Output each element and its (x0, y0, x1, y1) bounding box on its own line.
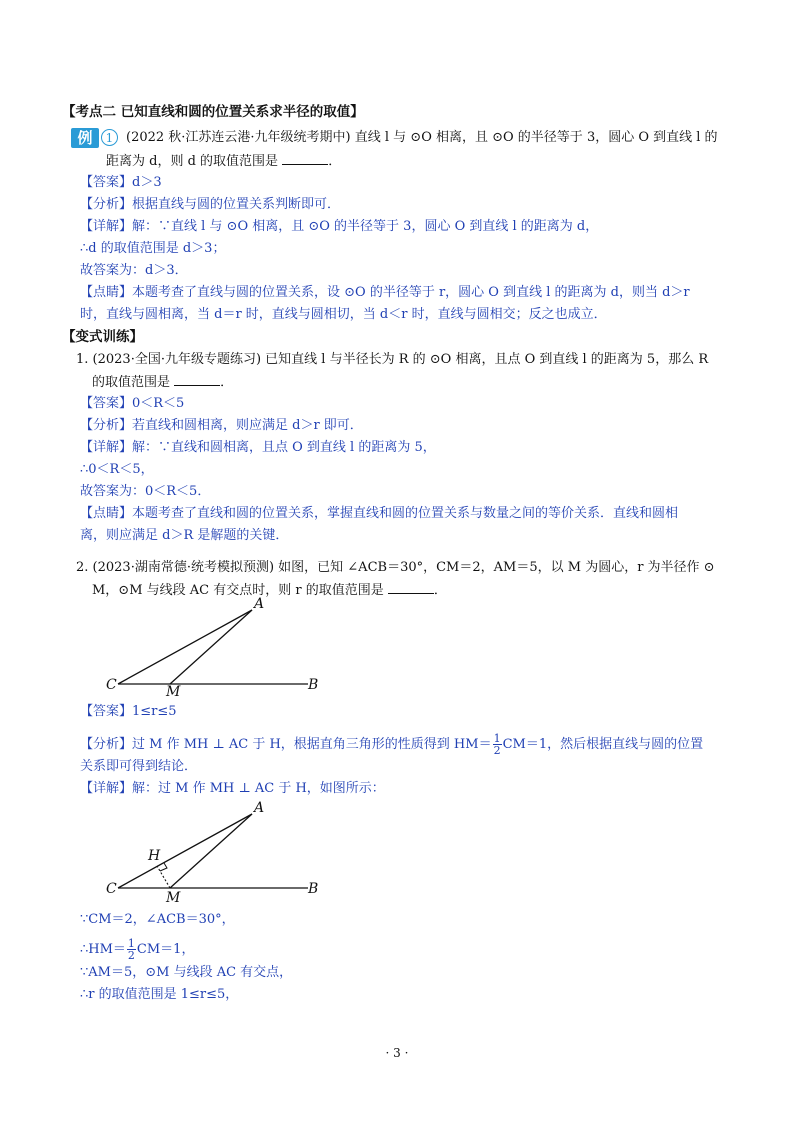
segment-ca (118, 610, 252, 684)
q2-step-3: ∵AM＝5，⊙M 与线段 AC 有交点， (80, 965, 293, 980)
answer-blank[interactable] (174, 373, 220, 386)
label-m: M (166, 684, 181, 700)
q2-analysis-rest: CM＝1，然后根据直线与圆的位置 (502, 737, 704, 752)
example-badge: 例 (71, 128, 99, 148)
segment-ma (170, 814, 252, 888)
fraction-numerator: 1 (493, 732, 501, 745)
q1-line2-text: 的取值范围是 (92, 375, 171, 390)
triangle-figure (100, 592, 340, 702)
q1-detail-3: 故答案为：0＜R＜5． (80, 484, 211, 499)
example-number: 1 (101, 129, 118, 146)
label-a: A (254, 800, 265, 816)
practice-title: 【变式训练】 (62, 329, 143, 345)
segment-ca (118, 814, 252, 888)
fraction-denominator: 2 (493, 744, 501, 757)
q2-detail-intro: 【详解】解：过 M 作 MH ⊥ AC 于 H，如图所示： (80, 781, 385, 796)
fraction-half (127, 938, 136, 961)
label-a: A (254, 596, 265, 612)
q1-comment-2: 离，则应满足 d＞R 是解题的关键． (80, 528, 289, 543)
page-number: · 3 · (385, 1046, 409, 1060)
example1-question-line2 (106, 152, 341, 171)
q2-analysis (80, 733, 703, 756)
q1-detail-2: ∴0＜R＜5， (80, 462, 154, 477)
example1-detail-1: 【详解】解：∵直线 l 与 ⊙O 相离，且 ⊙O 的半径等于 3，圆心 O 到直线 l 的距离为 d， (80, 219, 599, 234)
label-c: C (106, 881, 117, 897)
label-b: B (308, 881, 319, 897)
q1-analysis: 【分析】若直线和圆相离，则应满足 d＞r 即可． (80, 418, 363, 433)
example1-comment-2: 时，直线与圆相离，当 d＝r 时，直线与圆相切，当 d＜r 时，直线与圆相交；反之也成立． (80, 307, 607, 322)
answer-blank[interactable] (388, 581, 434, 594)
triangle-figure-with-perpendicular (100, 796, 340, 908)
q1-detail-1: 【详解】解：∵直线和圆相离，且点 O 到直线 l 的距离为 5， (80, 440, 436, 455)
example1-line2-end: ． (328, 154, 342, 169)
answer-blank[interactable] (282, 152, 328, 165)
q2-line2-text: M，⊙M 与线段 AC 有交点时，则 r 的取值范围是 (92, 583, 384, 598)
q2-step2-text: ∴HM＝ (80, 942, 126, 957)
example1-detail-3: 故答案为：d＞3． (80, 263, 188, 278)
label-b: B (308, 677, 319, 693)
q2-line2-end: ． (433, 583, 447, 598)
q1-comment-1: 【点睛】本题考查了直线和圆的位置关系，掌握直线和圆的位置关系与数量之间的等价关系．直线和圆相 (80, 506, 679, 521)
q1-line2-end: ． (220, 375, 234, 390)
example1-analysis: 【分析】根据直线与圆的位置关系判断即可． (80, 197, 341, 212)
q2-question-line1: 2. (2023·湖南常德·统考模拟预测) 如图，已知 ∠ACB＝30°，CM＝2，AM＝5，以 M 为圆心，r 为半径作 ⊙ (76, 560, 715, 575)
example1-comment-1: 【点睛】本题考查了直线与圆的位置关系，设 ⊙O 的半径等于 r，圆心 O 到直线 l 的距离为 d，则当 d＞r (80, 285, 690, 300)
q2-step-1: ∵CM＝2，∠ACB＝30°， (80, 912, 235, 927)
q2-analysis-2: 关系即可得到结论． (80, 759, 198, 774)
label-c: C (106, 677, 117, 693)
q2-step-2 (80, 938, 194, 961)
q2-answer: 【答案】1≤r≤5 (80, 704, 177, 719)
segment-ma (170, 610, 252, 684)
q1-answer: 【答案】0＜R＜5 (80, 396, 185, 411)
section-title: 【考点二 已知直线和圆的位置关系求半径的取值】 (62, 104, 364, 120)
label-m: M (166, 890, 181, 906)
q2-step-4: ∴r 的取值范围是 1≤r≤5， (80, 987, 239, 1002)
fraction-numerator: 1 (127, 937, 135, 950)
example1-detail-2: ∴d 的取值范围是 d＞3； (80, 241, 226, 256)
q1-question-line1: 1. (2023·全国·九年级专题练习) 已知直线 l 与半径长为 R 的 ⊙O 相离，且点 O 到直线 l 的距离为 5，那么 R (76, 352, 709, 367)
label-h: H (148, 848, 161, 864)
q2-step2-rest: CM＝1， (136, 942, 195, 957)
q2-analysis-text: 【分析】过 M 作 MH ⊥ AC 于 H，根据直角三角形的性质得到 HM＝ (80, 737, 492, 752)
fraction-half (493, 733, 502, 756)
example1-line2-text: 距离为 d，则 d 的取值范围是 (106, 154, 279, 169)
example1-question-line1: (2022 秋·江苏连云港·九年级统考期中) 直线 l 与 ⊙O 相离，且 ⊙O 的半径等于 3，圆心 O 到直线 l 的 (126, 130, 718, 145)
q1-question-line2 (92, 373, 233, 392)
example1-answer: 【答案】d＞3 (80, 175, 162, 190)
fraction-denominator: 2 (127, 949, 135, 962)
